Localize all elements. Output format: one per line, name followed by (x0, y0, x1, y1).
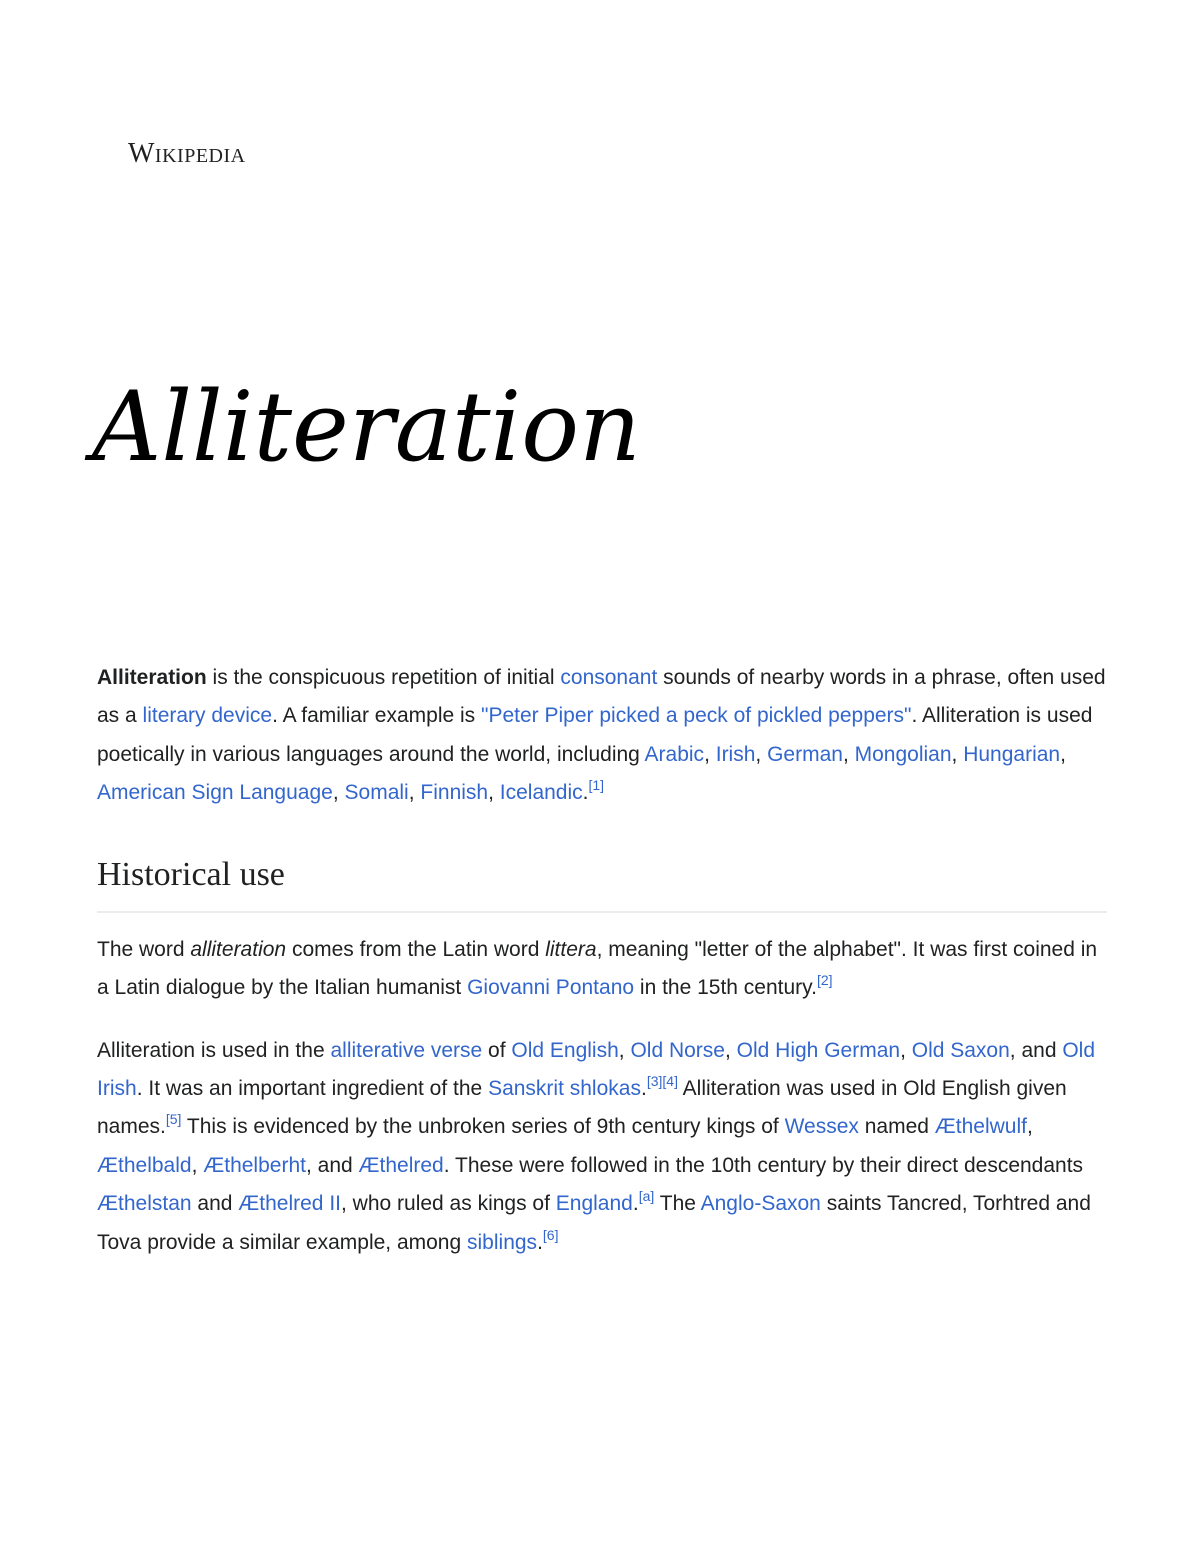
section-heading-historical-use: Historical use (97, 853, 1107, 913)
text: . It was an important ingredient of the (136, 1077, 489, 1101)
italic-alliteration: alliteration (190, 937, 287, 961)
reference-5 (166, 1111, 182, 1127)
reference-3 (647, 1073, 663, 1089)
reference-link-2[interactable]: [2] (816, 972, 833, 989)
link-aethelstan[interactable]: Æthelstan (97, 1192, 192, 1216)
link-aethelberht[interactable]: Æthelberht (203, 1153, 306, 1177)
text: sounds of nearby words in a phrase, often used as a (97, 666, 1106, 728)
text: The (654, 1192, 701, 1216)
text: of (482, 1038, 512, 1062)
separator: , (755, 742, 768, 766)
link-old-high-german[interactable]: Old High German (736, 1038, 901, 1062)
text: . (582, 781, 589, 805)
link-icelandic[interactable]: Icelandic (499, 781, 583, 805)
separator: , (191, 1153, 204, 1177)
link-finnish[interactable]: Finnish (420, 781, 489, 805)
link-anglo-saxon[interactable]: Anglo-Saxon (700, 1192, 821, 1216)
reference-link-4[interactable]: [4] (662, 1073, 678, 1090)
link-literary-device[interactable]: literary device (142, 704, 273, 728)
separator: , (332, 781, 345, 805)
link-mongolian[interactable]: Mongolian (854, 742, 952, 766)
link-england[interactable]: England (555, 1192, 633, 1216)
separator: , (408, 781, 421, 805)
reference-link-5[interactable]: [5] (165, 1111, 182, 1128)
note-link-a[interactable]: [a] (638, 1188, 655, 1205)
separator: , (951, 742, 964, 766)
reference-link-1[interactable]: [1] (588, 777, 605, 794)
link-irish[interactable]: Irish (715, 742, 756, 766)
separator: , (704, 742, 716, 766)
link-german[interactable]: German (767, 742, 843, 766)
link-wessex[interactable]: Wessex (784, 1115, 859, 1139)
separator: , (900, 1038, 912, 1062)
text: . Alliteration is used poetically in various languages around the world, including (97, 704, 1093, 766)
separator: , (724, 1038, 737, 1062)
italic-littera: littera (545, 937, 597, 961)
text: in the 15th century. (634, 976, 817, 1000)
text: named (858, 1115, 935, 1139)
link-peter-piper[interactable]: "Peter Piper picked a peck of pickled peppers" (481, 704, 912, 728)
text: Alliteration is used in the (97, 1038, 331, 1062)
text: . (537, 1230, 543, 1254)
text: is the conspicuous repetition of initial (206, 666, 561, 689)
separator: , (488, 781, 500, 805)
separator: , (842, 742, 855, 766)
separator: , (1026, 1115, 1033, 1139)
link-old-saxon[interactable]: Old Saxon (911, 1038, 1010, 1062)
text: saints Tancred, Torhtred and Tova provide a similar example, among (97, 1192, 1091, 1254)
text: and (191, 1192, 239, 1216)
historical-paragraph-1 (97, 931, 1107, 1008)
link-aethelwulf[interactable]: Æthelwulf (934, 1115, 1027, 1139)
reference-4 (662, 1073, 678, 1089)
wikipedia-logo[interactable]: Wikipedia (128, 138, 246, 169)
text: The word (97, 937, 191, 961)
link-hungarian[interactable]: Hungarian (963, 742, 1061, 766)
link-aethelred-ii[interactable]: Æthelred II (238, 1192, 341, 1216)
text: This is evidenced by the unbroken series of 9th century kings of (181, 1115, 785, 1139)
note-a (639, 1188, 655, 1204)
reference-2 (817, 972, 833, 988)
text: , and (1009, 1038, 1063, 1062)
text: Alliteration was used in Old English given names. (97, 1077, 1067, 1139)
text: , who ruled as kings of (341, 1192, 556, 1216)
text: , and (305, 1153, 359, 1177)
link-aethelbald[interactable]: Æthelbald (97, 1153, 192, 1177)
page-title: Alliteration (92, 371, 641, 483)
link-alliterative-verse[interactable]: alliterative verse (330, 1038, 483, 1062)
text: , meaning "letter of the alphabet". It was first coined in a Latin dialogue by the Italian humanist (97, 937, 1098, 1000)
text: . (632, 1192, 639, 1216)
link-old-irish[interactable]: Old Irish (97, 1038, 1096, 1101)
link-aethelred[interactable]: Æthelred (358, 1153, 444, 1177)
historical-paragraph-2 (97, 1032, 1107, 1262)
link-sanskrit-shlokas[interactable]: Sanskrit shlokas (488, 1077, 641, 1101)
text: comes from the Latin word (286, 937, 546, 961)
reference-6 (543, 1227, 559, 1243)
separator: , (618, 1038, 631, 1062)
link-old-norse[interactable]: Old Norse (630, 1038, 725, 1062)
link-siblings[interactable]: siblings (467, 1230, 538, 1254)
text: . These were followed in the 10th century by their direct descendants (443, 1153, 1084, 1177)
bold-term: Alliteration (97, 666, 207, 689)
article-body (97, 659, 1107, 1262)
link-somali[interactable]: Somali (344, 781, 409, 805)
link-old-english[interactable]: Old English (511, 1038, 619, 1062)
link-arabic[interactable]: Arabic (644, 742, 705, 766)
reference-1 (589, 777, 605, 793)
text: . (640, 1077, 647, 1101)
link-american-sign-language[interactable]: American Sign Language (97, 781, 333, 805)
reference-link-3[interactable]: [3] (646, 1073, 663, 1090)
link-giovanni-pontano[interactable]: Giovanni Pontano (467, 976, 635, 1000)
intro-paragraph (97, 659, 1107, 813)
link-consonant[interactable]: consonant (560, 666, 658, 689)
separator: , (1060, 742, 1066, 766)
reference-link-6[interactable]: [6] (542, 1226, 559, 1243)
text: . A familiar example is (272, 704, 482, 728)
